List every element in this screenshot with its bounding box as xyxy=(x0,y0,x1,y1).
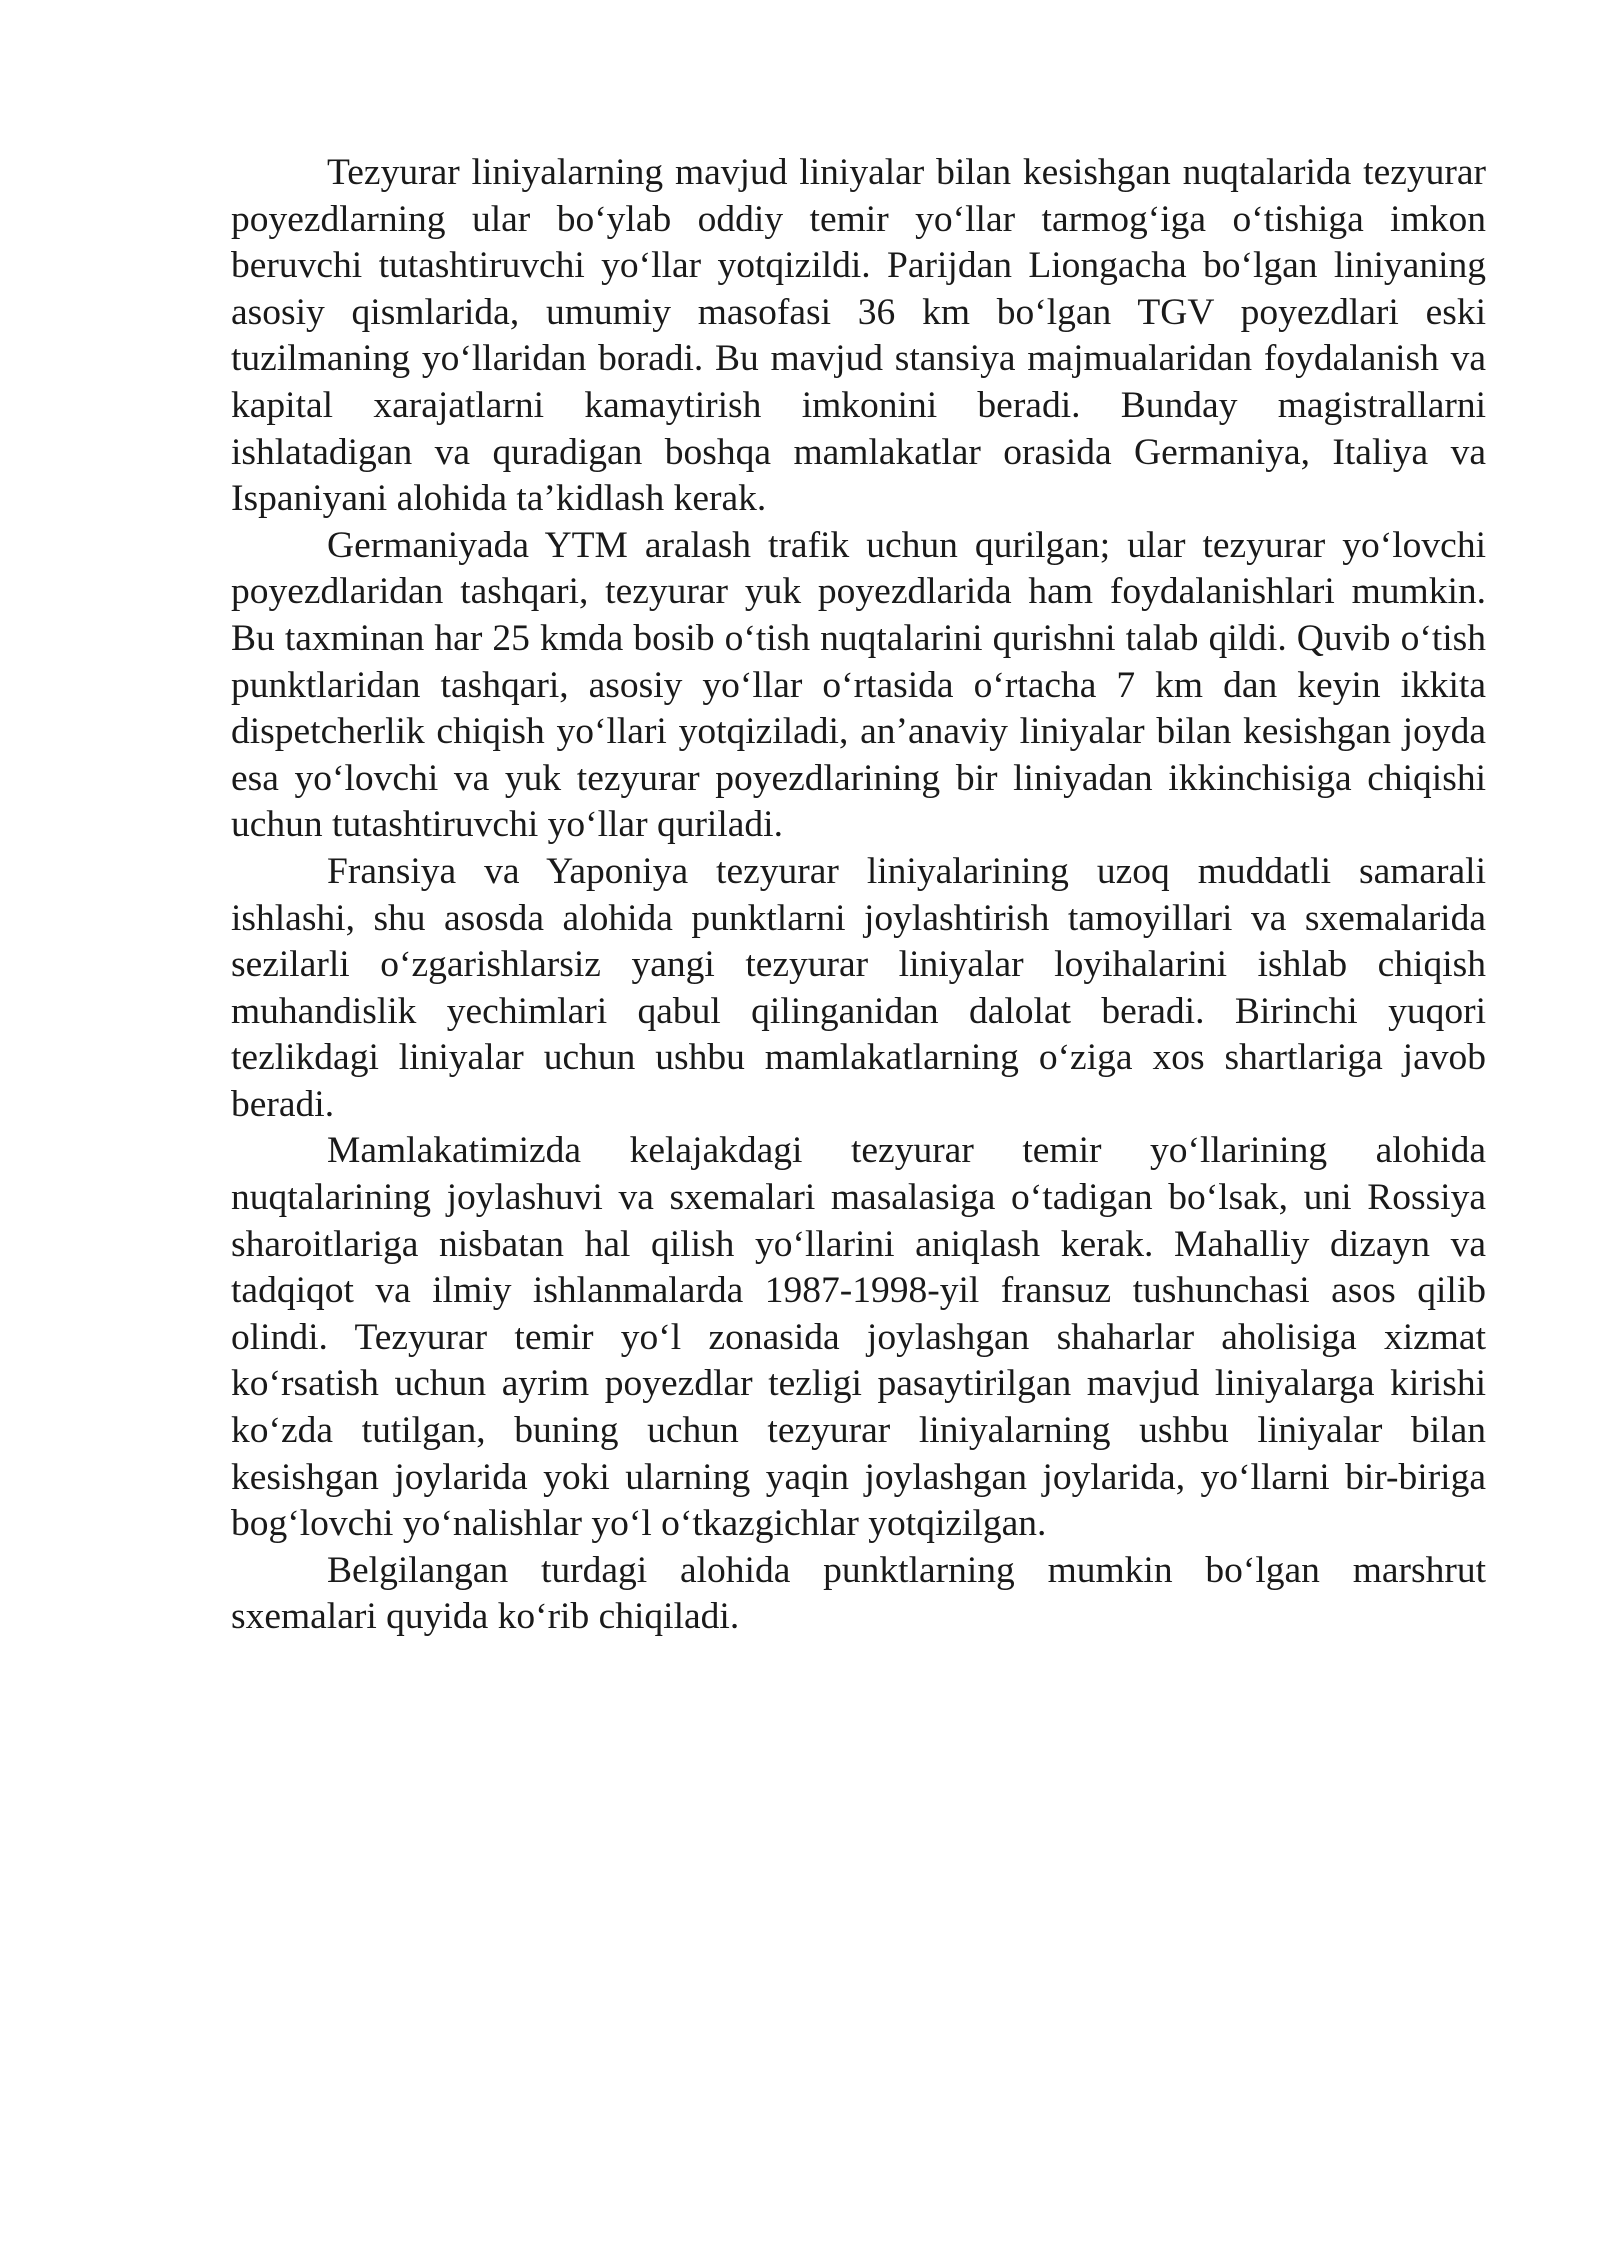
paragraph-3: Fransiya va Yaponiya tezyurar liniyalarining uzoq muddatli samarali ishlashi, shu asosda alohida punktlarni joylashtirish tamoyillari va sxemalarida sezilarli o‘zgarishlarsiz yangi tezyurar liniyalar loyihalarini ishlab chiqish muhandislik yechimlari qabul qilinganidan dalolat beradi. Birinchi yuqori tezlikdagi liniyalar uchun ushbu mamlakatlarning o‘ziga xos shartlariga javob beradi. xyxy=(231,850,1486,1125)
paragraph-2: Germaniyada YTM aralash trafik uchun qurilgan; ular tezyurar yo‘lovchi poyezdlaridan tashqari, tezyurar yuk poyezdlarida ham foydalanishlari mumkin. Bu taxminan har 25 kmda bosib o‘tish nuqtalarini qurishni talab qildi. Quvib o‘tish punktlaridan tashqari, asosiy yo‘llar o‘rtasida o‘rtacha 7 km dan keyin ikkita dispetcherlik chiqish yo‘llari yotqiziladi, an’anaviy liniyalar bilan kesishgan joyda esa yo‘lovchi va yuk tezyurar poyezdlarining bir liniyadan ikkinchisiga chiqishi uchun tutashtiruvchi yo‘llar quriladi. xyxy=(231,524,1486,846)
body-text xyxy=(231,150,1486,1641)
paragraph-5: Belgilangan turdagi alohida punktlarning mumkin bo‘lgan marshrut sxemalari quyida ko‘rib chiqiladi. xyxy=(231,1549,1486,1638)
paragraph-4: Mamlakatimizda kelajakdagi tezyurar temir yo‘llarining alohida nuqtalarining joylashuvi va sxemalari masalasiga o‘tadigan bo‘lsak, uni Rossiya sharoitlariga nisbatan hal qilish yo‘llarini aniqlash kerak. Mahalliy dizayn va tadqiqot va ilmiy ishlanmalarda 1987-1998-yil fransuz tushunchasi asos qilib olindi. Tezyurar temir yo‘l zonasida joylashgan shaharlar aholisiga xizmat ko‘rsatish uchun ayrim poyezdlar tezligi pasaytirilgan mavjud liniyalarga kirishi ko‘zda tutilgan, buning uchun tezyurar liniyalarning ushbu liniyalar bilan kesishgan joylarida yoki ularning yaqin joylashgan joylarida, yo‘llarni bir-biriga bog‘lovchi yo‘nalishlar yo‘l o‘tkazgichlar yotqizilgan. xyxy=(231,1130,1486,1545)
paragraph-1: Tezyurar liniyalarning mavjud liniyalar bilan kesishgan nuqtalarida tezyurar poyezdlarning ular bo‘ylab oddiy temir yo‘llar tarmog‘iga o‘tishiga imkon beruvchi tutashtiruvchi yo‘llar yotqizildi. Parijdan Liongacha bo‘lgan liniyaning asosiy qismlarida, umumiy masofasi 36 km bo‘lgan TGV poyezdlari eski tuzilmaning yo‘llaridan boradi. Bu mavjud stansiya majmualaridan foydalanish va kapital xarajatlarni kamaytirish imkonini beradi. Bunday magistrallarni ishlatadigan va quradigan boshqa mamlakatlar orasida Germaniya, Italiya va Ispaniyani alohida ta’kidlash kerak. xyxy=(231,152,1486,520)
